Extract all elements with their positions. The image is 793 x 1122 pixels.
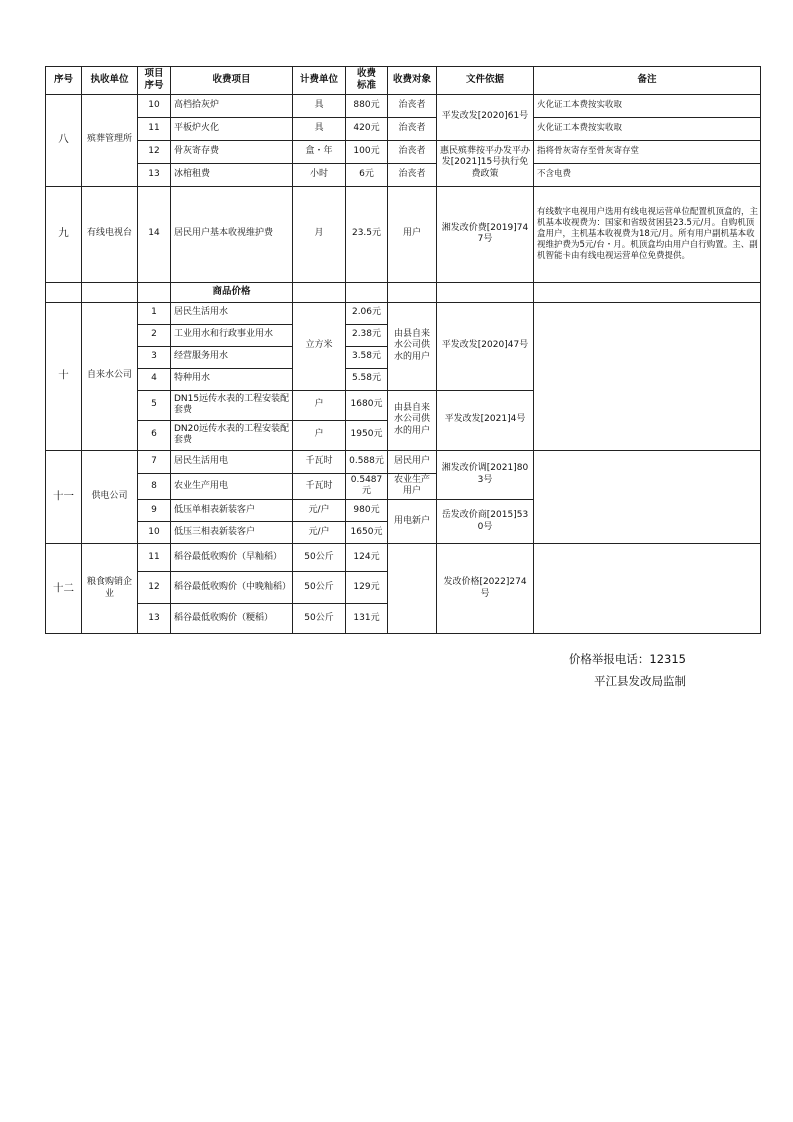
table-row: [46, 94, 761, 117]
item-fee: 880元: [346, 94, 388, 117]
header-row: [46, 67, 761, 95]
item-note: 火化证工本费按实收取: [534, 117, 761, 140]
item-target: 治丧者: [388, 94, 437, 117]
item-measure: 50公斤: [293, 572, 346, 604]
item-name: 骨灰寄存费: [171, 140, 293, 163]
item-name: 稻谷最低收购价（中晚籼稻）: [171, 572, 293, 604]
item-fee: 3.58元: [346, 346, 388, 368]
table-row: [46, 140, 761, 163]
group-seq: 八: [46, 94, 82, 186]
item-no: 2: [138, 324, 171, 346]
table-row: [46, 302, 761, 324]
group-unit: 粮食购销企业: [82, 544, 138, 634]
group-unit: 殡葬管理所: [82, 94, 138, 186]
item-no: 7: [138, 450, 171, 473]
item-basis: 平发改发[2020]61号: [437, 94, 534, 140]
table-row: [46, 450, 761, 473]
item-name: 平板炉火化: [171, 117, 293, 140]
item-fee: 0.588元: [346, 450, 388, 473]
item-fee: 6元: [346, 163, 388, 186]
item-name: 经营服务用水: [171, 346, 293, 368]
header-seq: 序号: [46, 67, 82, 95]
item-fee: 23.5元: [346, 186, 388, 282]
item-measure: 立方米: [293, 302, 346, 390]
item-fee: 1650元: [346, 522, 388, 544]
item-measure: 千瓦时: [293, 450, 346, 473]
item-target: 由县自来水公司供水的用户: [388, 390, 437, 450]
item-target: [388, 544, 437, 634]
item-fee: 129元: [346, 572, 388, 604]
item-target: 治丧者: [388, 163, 437, 186]
group-seq: 十: [46, 302, 82, 450]
item-target: 由县自来水公司供水的用户: [388, 302, 437, 390]
header-measure: 计费单位: [293, 67, 346, 95]
fee-table: [45, 66, 761, 634]
group-unit: 供电公司: [82, 450, 138, 543]
item-no: 3: [138, 346, 171, 368]
item-fee: 420元: [346, 117, 388, 140]
item-fee: 2.38元: [346, 324, 388, 346]
header-item-no: 项目 序号: [138, 67, 171, 95]
item-note: 火化证工本费按实收取: [534, 94, 761, 117]
item-target: 农业生产用户: [388, 473, 437, 499]
header-note: 备注: [534, 67, 761, 95]
item-target: 治丧者: [388, 117, 437, 140]
item-fee: 5.58元: [346, 368, 388, 390]
item-measure: 月: [293, 186, 346, 282]
header-basis: 文件依据: [437, 67, 534, 95]
item-measure: 元/户: [293, 522, 346, 544]
item-no: 8: [138, 473, 171, 499]
item-note: [534, 544, 761, 634]
item-name: 特种用水: [171, 368, 293, 390]
item-name: 冰棺租费: [171, 163, 293, 186]
group-seq: 九: [46, 186, 82, 282]
item-name: 低压单相表新装客户: [171, 500, 293, 522]
item-basis: 平发改发[2021]4号: [437, 390, 534, 450]
item-no: 11: [138, 117, 171, 140]
item-no: 10: [138, 522, 171, 544]
item-note: 不含电费: [534, 163, 761, 186]
header-target: 收费对象: [388, 67, 437, 95]
header-unit: 执收单位: [82, 67, 138, 95]
item-no: 13: [138, 604, 171, 634]
table-row: [46, 186, 761, 282]
item-fee: 1950元: [346, 420, 388, 450]
item-note: 有线数字电视用户选用有线电视运营单位配置机顶盒的，主机基本收视费为：国家和省级贫困县23.5元/月。自购机顶盒用户，主机基本收视费为18元/月。所有用户副机基本收视维护费为5元/台・月。机顶盒均由用户自行购置。主、副机智能卡由有线电视运营单位免费提供。: [534, 186, 761, 282]
item-no: 13: [138, 163, 171, 186]
item-measure: 户: [293, 390, 346, 420]
item-measure: 盒・年: [293, 140, 346, 163]
item-name: DN15远传水表的工程安装配套费: [171, 390, 293, 420]
item-no: 1: [138, 302, 171, 324]
item-no: 10: [138, 94, 171, 117]
item-note: [534, 450, 761, 543]
item-measure: 千瓦时: [293, 473, 346, 499]
item-measure: 户: [293, 420, 346, 450]
item-name: 工业用水和行政事业用水: [171, 324, 293, 346]
item-note: [534, 302, 761, 450]
item-measure: 具: [293, 117, 346, 140]
item-target: 用电新户: [388, 500, 437, 544]
item-fee: 0.5487元: [346, 473, 388, 499]
item-name: DN20远传水表的工程安装配套费: [171, 420, 293, 450]
item-measure: 具: [293, 94, 346, 117]
item-fee: 980元: [346, 500, 388, 522]
item-fee: 124元: [346, 544, 388, 572]
item-fee: 100元: [346, 140, 388, 163]
group-unit: 有线电视台: [82, 186, 138, 282]
item-name: 高档拾灰炉: [171, 94, 293, 117]
report-hotline: 价格举报电话：12315: [568, 652, 686, 666]
item-measure: 元/户: [293, 500, 346, 522]
header-item: 收费项目: [171, 67, 293, 95]
item-fee: 1680元: [346, 390, 388, 420]
item-name: 低压三相表新装客户: [171, 522, 293, 544]
table-row: [46, 163, 761, 186]
item-note: 指将骨灰寄存至骨灰寄存堂: [534, 140, 761, 163]
item-no: 5: [138, 390, 171, 420]
item-name: 稻谷最低收购价（早籼稻）: [171, 544, 293, 572]
item-name: 居民生活用电: [171, 450, 293, 473]
item-no: 6: [138, 420, 171, 450]
section-row: [46, 282, 761, 302]
item-measure: 50公斤: [293, 604, 346, 634]
table-row: [46, 544, 761, 572]
item-no: 12: [138, 572, 171, 604]
item-no: 11: [138, 544, 171, 572]
item-target: 治丧者: [388, 140, 437, 163]
item-basis: 平发改发[2020]47号: [437, 302, 534, 390]
item-basis: 发改价格[2022]274号: [437, 544, 534, 634]
item-name: 居民用户基本收视维护费: [171, 186, 293, 282]
group-unit: 自来水公司: [82, 302, 138, 450]
supervisor-label: 平江县发改局监制: [594, 674, 686, 688]
item-basis: 湘发改价调[2021]803号: [437, 450, 534, 499]
item-no: 4: [138, 368, 171, 390]
item-fee: 131元: [346, 604, 388, 634]
header-fee: 收费 标准: [346, 67, 388, 95]
item-measure: 50公斤: [293, 544, 346, 572]
group-seq: 十二: [46, 544, 82, 634]
group-seq: 十一: [46, 450, 82, 543]
item-measure: 小时: [293, 163, 346, 186]
item-no: 14: [138, 186, 171, 282]
item-name: 居民生活用水: [171, 302, 293, 324]
item-target: 用户: [388, 186, 437, 282]
item-fee: 2.06元: [346, 302, 388, 324]
item-name: 农业生产用电: [171, 473, 293, 499]
item-basis: 岳发改价商[2015]530号: [437, 500, 534, 544]
item-no: 9: [138, 500, 171, 522]
item-basis: 湘发改价费[2019]747号: [437, 186, 534, 282]
item-name: 稻谷最低收购价（粳稻）: [171, 604, 293, 634]
item-no: 12: [138, 140, 171, 163]
section-title: 商品价格: [171, 282, 293, 302]
table-row: [46, 117, 761, 140]
item-target: 居民用户: [388, 450, 437, 473]
item-basis: 惠民殡葬按平办发平办发[2021]15号执行免费政策: [437, 140, 534, 186]
